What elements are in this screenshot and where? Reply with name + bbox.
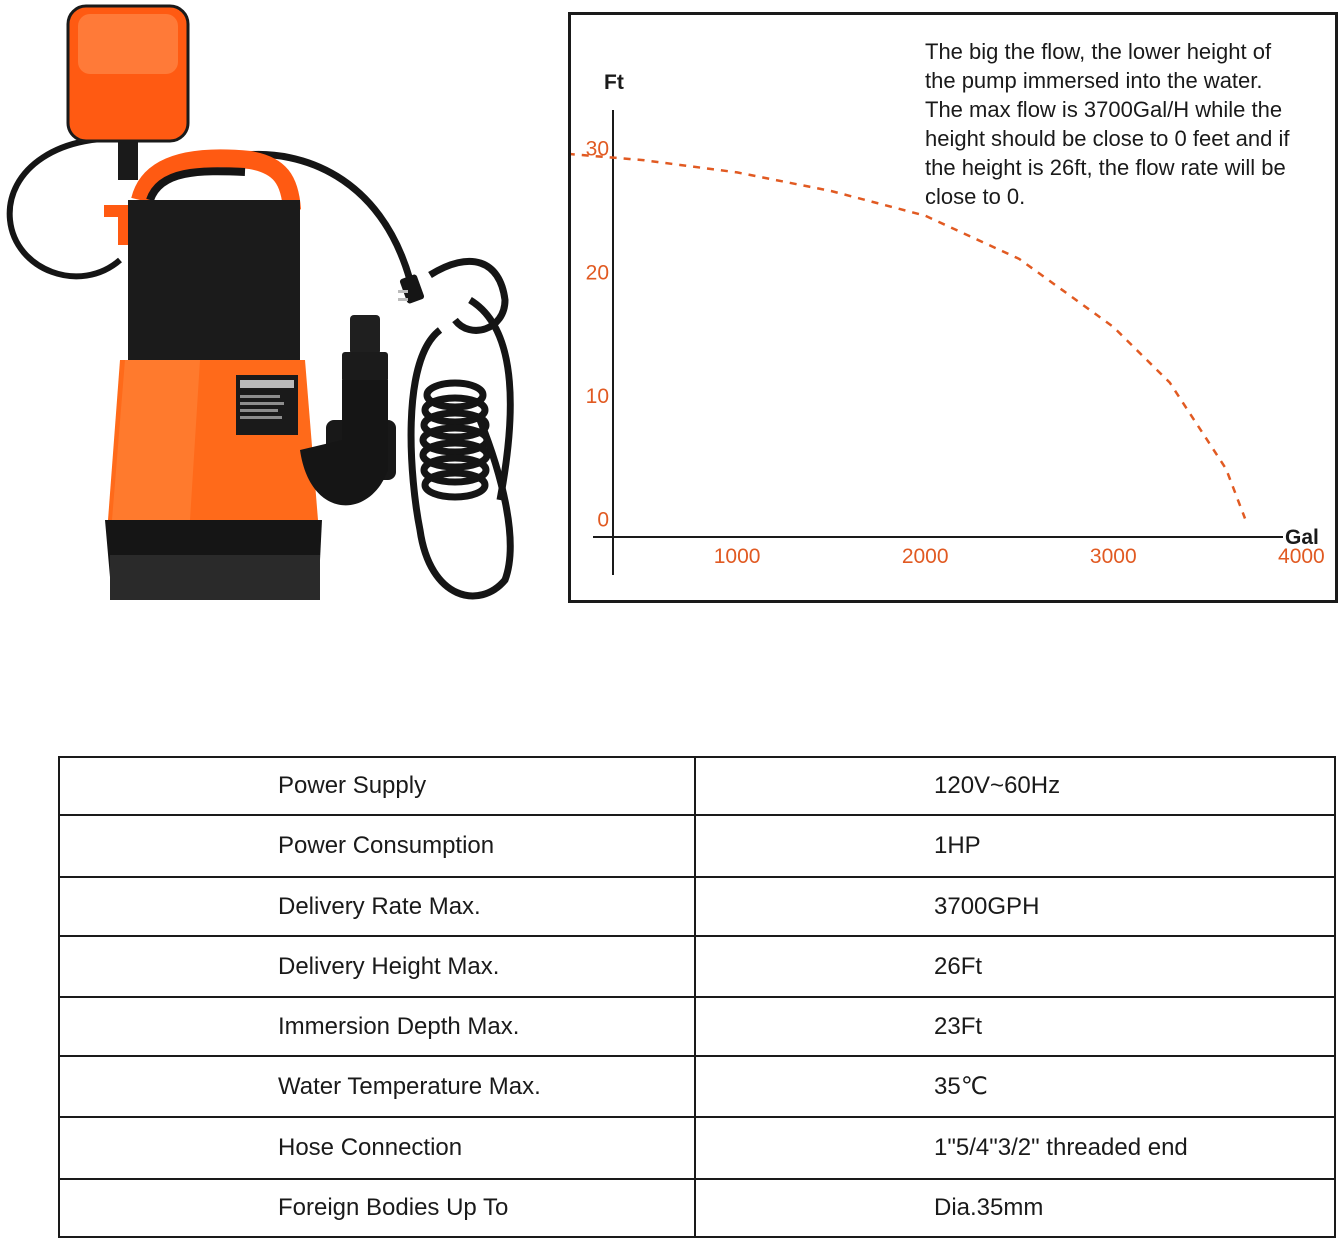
spec-row	[59, 1179, 1335, 1237]
y-tick-label: 20	[585, 261, 609, 285]
spec-row	[59, 815, 1335, 877]
spec-value: 35℃	[695, 1056, 1335, 1117]
spec-label: Delivery Rate Max.	[59, 877, 695, 936]
spec-label: Power Consumption	[59, 815, 695, 877]
x-tick-label: 4000	[1278, 545, 1325, 568]
spec-label: Hose Connection	[59, 1117, 695, 1179]
pump-body	[105, 158, 322, 600]
x-tick-label: 2000	[901, 545, 949, 568]
x-axis-label: Gal	[1285, 526, 1319, 549]
spec-value: Dia.35mm	[695, 1179, 1335, 1237]
specifications-table	[58, 756, 1336, 1238]
spec-row	[59, 1117, 1335, 1179]
spec-label: Power Supply	[59, 757, 695, 815]
spec-row	[59, 936, 1335, 997]
spec-label: Water Temperature Max.	[59, 1056, 695, 1117]
spec-value: 120V~60Hz	[695, 757, 1335, 815]
spec-row	[59, 997, 1335, 1056]
plug-icon	[398, 274, 425, 305]
y-axis-label: Ft	[604, 71, 624, 94]
y-tick-label: 10	[585, 384, 609, 408]
spec-label: Delivery Height Max.	[59, 936, 695, 997]
spec-label: Foreign Bodies Up To	[59, 1179, 695, 1237]
flow-height-chart	[568, 12, 1338, 603]
x-tick-label: 3000	[1089, 545, 1137, 568]
spec-value: 1"5/4"3/2" threaded end	[695, 1117, 1335, 1179]
spec-value: 23Ft	[695, 997, 1335, 1056]
spec-value: 1HP	[695, 815, 1335, 877]
spec-row	[59, 757, 1335, 815]
y-tick-labels	[586, 138, 609, 532]
y-tick-label: 0	[597, 508, 609, 532]
submersible-pump-image	[0, 0, 560, 640]
spec-label: Immersion Depth Max.	[59, 997, 695, 1056]
spec-value: 26Ft	[695, 936, 1335, 997]
spec-value: 3700GPH	[695, 877, 1335, 936]
spec-row	[59, 1056, 1335, 1117]
x-tick-labels	[714, 545, 1325, 568]
hose-outlet	[300, 315, 396, 505]
y-tick-label: 30	[585, 137, 609, 161]
spec-row	[59, 877, 1335, 936]
chart-annotation: The big the flow, the lower height of the pump immersed into the water. The max flow is 3700Gal/H while the height should be close to 0 feet and if the height is 26ft, the flow rate will be close to 0.	[925, 39, 1290, 209]
x-tick-label: 1000	[713, 545, 761, 568]
